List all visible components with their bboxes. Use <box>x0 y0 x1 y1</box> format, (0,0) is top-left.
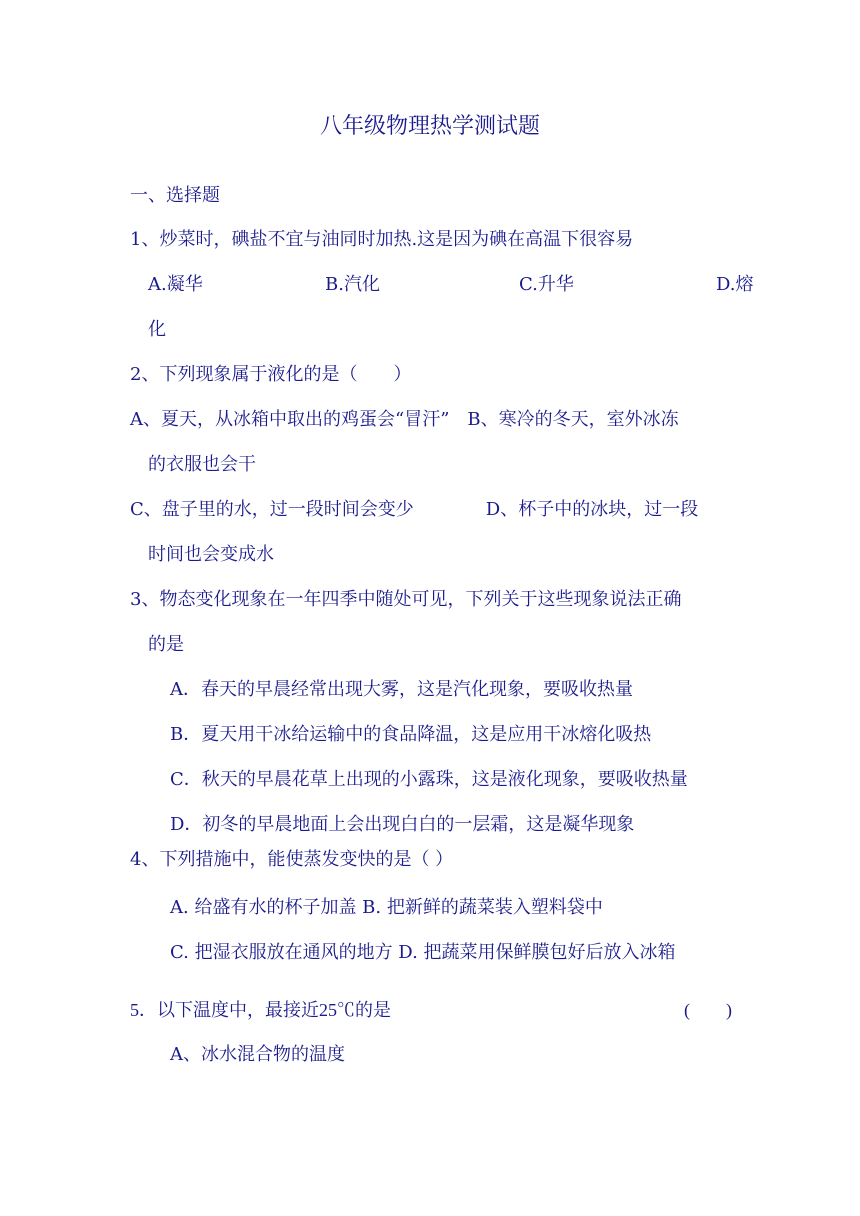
question-5-answer-paren: ( ) <box>684 1000 732 1020</box>
question-2-line-4: 时间也会变成水 <box>148 544 274 565</box>
question-3-option-c: C．秋天的早晨花草上出现的小露珠，这是液化现象，要吸收热量 <box>170 769 688 790</box>
question-1-option-b: B.汽化 <box>325 274 380 295</box>
question-1-option-a: A.凝华 <box>148 274 203 295</box>
question-1-option-c: C.升华 <box>519 274 574 295</box>
question-3-stem-wrap: 的是 <box>148 634 184 655</box>
question-3-option-a: A．春天的早晨经常出现大雾，这是汽化现象，要吸收热量 <box>170 679 633 700</box>
question-4-line-2: C. 把湿衣服放在通风的地方 D. 把蔬菜用保鲜膜包好后放入冰箱 <box>170 942 676 963</box>
question-5-option-a: A、冰水混合物的温度 <box>170 1044 345 1065</box>
question-2-line-2: 的衣服也会干 <box>148 454 256 475</box>
question-2-line-1: A、夏天，从冰箱中取出的鸡蛋会“冒汗” B、寒冷的冬天，室外冰冻 <box>130 409 679 430</box>
question-5-stem: 5．以下温度中，最接近25℃的是 <box>130 1000 391 1020</box>
question-2-stem: 2、下列现象属于液化的是（ ） <box>130 364 412 385</box>
question-3-option-d: D．初冬的早晨地面上会出现白白的一层霜，这是凝华现象 <box>170 814 635 835</box>
page-title: 八年级物理热学测试题 <box>319 114 540 139</box>
question-3-stem: 3、物态变化现象在一年四季中随处可见，下列关于这些现象说法正确 <box>130 589 682 610</box>
question-1-option-d: D.熔 <box>716 274 754 295</box>
question-4-line-1: A. 给盛有水的杯子加盖 B. 把新鲜的蔬菜装入塑料袋中 <box>170 897 603 918</box>
question-1-stem: 1、炒菜时，碘盐不宜与油同时加热.这是因为碘在高温下很容易 <box>130 229 634 250</box>
question-1-option-d-wrap: 化 <box>148 319 166 340</box>
question-2-line-3: C、盘子里的水，过一段时间会变少 D、杯子中的冰块，过一段 <box>130 499 699 520</box>
question-3-option-b: B．夏天用干冰给运输中的食品降温，这是应用干冰熔化吸热 <box>170 724 652 745</box>
section-heading: 一、选择题 <box>130 185 220 206</box>
question-4-stem: 4、下列措施中，能使蒸发变快的是（ ） <box>130 849 454 870</box>
